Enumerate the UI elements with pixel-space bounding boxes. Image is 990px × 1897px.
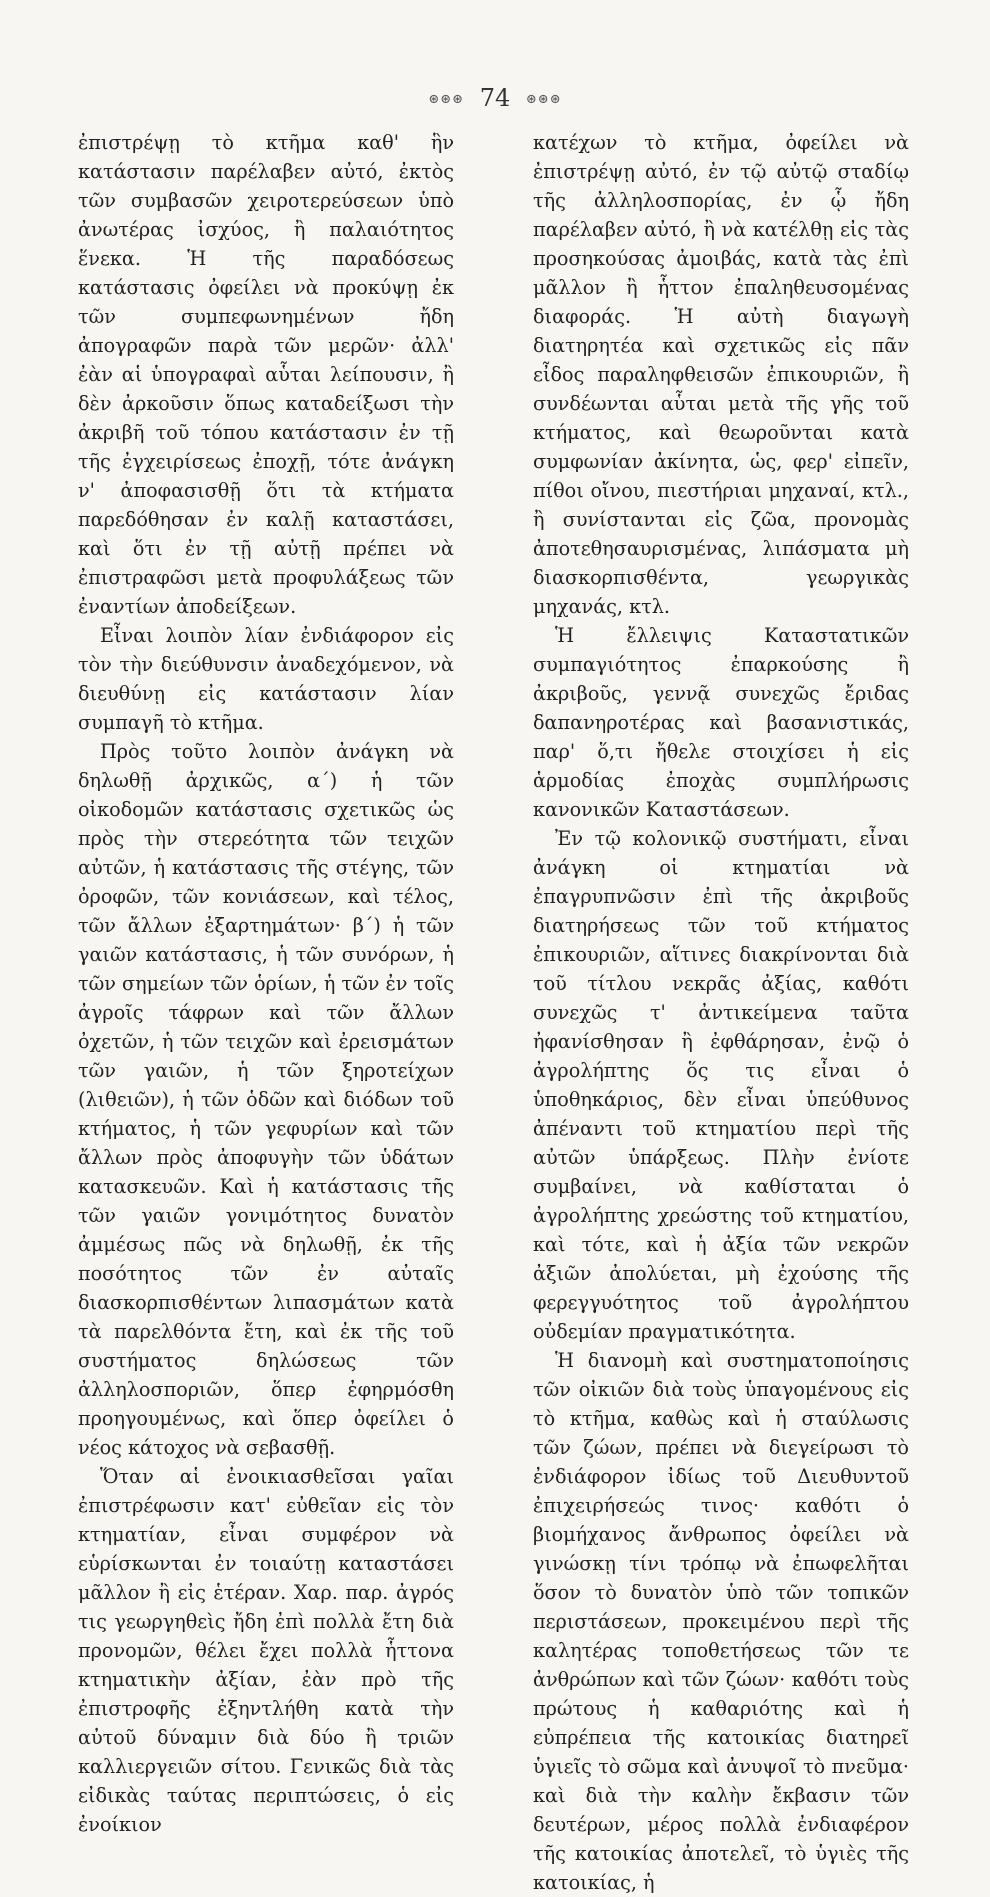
paragraph: ἐπιστρέψῃ τὸ κτῆμα καθ' ἣν κατάστασιν παρέλαβεν αὐτό, ἐκτὸς τῶν συμβασῶν χειροτερεύσεων ὑπὸ ἀνωτέρας ἰσχύος, ἢ παλαιότητος ἕνεκα. Ἡ τῆς παραδόσεως κατάστασις ὀφείλει νὰ προκύψῃ ἐκ τῶν συμπεφωνημένων ἤδη ἀπογραφῶν παρὰ τῶν μερῶν· ἀλλ' ἐὰν αἱ ὑπογραφαὶ αὗται λείπουσιν, ἢ δὲν ἀρκοῦσιν ὅπως καταδείξωσι τὴν ἀκριβῆ τοῦ τόπου κατάστασιν ἐν τῇ τῆς ἐγχειρίσεως ἐποχῇ, τότε ἀνάγκη ν' ἀποφασισθῇ ὅτι τὰ κτήματα παρεδόθησαν ἐν καλῇ καταστάσει, καὶ ὅτι ἐν τῇ αὐτῇ πρέπει νὰ ἐπιστραφῶσι μετὰ προφυλάξεως τῶν ἐναντίων ἀποδείξεων. [78,131,454,618]
paragraph: Εἶναι λοιπὸν λίαν ἐνδιάφορον εἰς τὸν τὴν διεύθυνσιν ἀναδεχόμενον, νὰ διευθύνῃ εἰς κατάστασιν λίαν συμπαγῆ τὸ κτῆμα. [78,624,454,734]
page-number: 74 [479,84,511,112]
paragraph: Ἡ ἔλλειψις Καταστατικῶν συμπαγιότητος ἐπαρκούσης ἢ ἀκριβοῦς, γεννᾷ συνεχῶς ἔριδας δαπανηροτέρας καὶ βασανιστικάς, παρ' ὅ,τι ἤθελε στοιχίσει ἡ εἰς ἁρμοδίας ἐποχὰς συμπλήρωσις κανονικῶν Καταστάσεων. [533,624,909,821]
ornament-right-icon: ⊛⊛⊛ [525,92,562,107]
ornament-left-icon: ⊛⊛⊛ [428,92,465,107]
right-column [533,128,909,1897]
page-header [0,84,990,112]
paragraph: Πρὸς τοῦτο λοιπὸν ἀνάγκη νὰ δηλωθῇ ἀρχικῶς, α΄) ἡ τῶν οἰκοδομῶν κατάστασις σχετικῶς ὡς πρὸς τὴν στερεότητα τῶν τειχῶν αὐτῶν, ἡ κατάστασις τῆς στέγης, τῶν ὀροφῶν, τῶν κονιάσεων, καὶ τέλος, τῶν ἄλλων ἐξαρτημάτων· β΄) ἡ τῶν γαιῶν κατάστασις, ἡ τῶν συνόρων, ἡ τῶν σημείων τῶν ὁρίων, ἡ τῶν ἐν τοῖς ἀγροῖς τάφρων καὶ τῶν ἄλλων ὀχετῶν, ἡ τῶν τειχῶν καὶ ἐρεισμάτων τῶν γαιῶν, ἡ τῶν ξηροτείχων (λιθειῶν), ἡ τῶν ὁδῶν καὶ διόδων τοῦ κτήματος, ἡ τῶν γεφυρίων καὶ τῶν ἄλλων πρὸς ἀποφυγὴν τῶν ὑδάτων κατασκευῶν. Καὶ ἡ κατάστασις τῆς τῶν γαιῶν γονιμότητος δυνατὸν ἀμμέσως πῶς νὰ δηλωθῇ, ἐκ τῆς ποσότητος τῶν ἐν αὐταῖς διασκορπισθέντων λιπασμάτων κατὰ τὰ παρελθόντα ἔτη, καὶ ἐκ τῆς τοῦ συστήματος δηλώσεως τῶν ἀλληλοσποριῶν, ὅπερ ἐφηρμόσθη προηγουμένως, καὶ ὅπερ ὀφείλει ὁ νέος κάτοχος νὰ σεβασθῇ. [78,740,454,1459]
paragraph: κατέχων τὸ κτῆμα, ὀφείλει νὰ ἐπιστρέψῃ αὐτό, ἐν τῷ αὐτῷ σταδίῳ τῆς ἀλληλοσπορίας, ἐν ᾧ ἤδη παρέλαβεν αὐτό, ἢ νὰ κατέλθῃ εἰς τὰς προσηκούσας ἀμοιβάς, κατὰ τὰς ἐπὶ μᾶλλον ἢ ἧττον ἐπαληθευσομένας διαφοράς. Ἡ αὐτὴ διαγωγὴ διατηρητέα καὶ σχετικῶς εἰς πᾶν εἶδος παραληφθεισῶν ἐπικουριῶν, ἢ συνδέωνται αὗται μετὰ τῆς γῆς τοῦ κτήματος, καὶ θεωροῦνται κατὰ συμφωνίαν ἀκίνητα, ὡς, φερ' εἰπεῖν, πίθοι οἴνου, πιεστήριαι μηχαναί, κτλ., ἢ συνίστανται εἰς ζῶα, προνομὰς ἀποτεθησαυρισμένας, λιπάσματα μὴ διασκορπισθέντα, γεωργικὰς μηχανάς, κτλ. [533,131,909,618]
left-column [78,128,454,1839]
paragraph: Ὅταν αἱ ἐνοικιασθεῖσαι γαῖαι ἐπιστρέφωσιν κατ' εὐθεῖαν εἰς τὸν κτηματίαν, εἶναι συμφέρον νὰ εὑρίσκωνται ἐν τοιαύτῃ καταστάσει μᾶλλον ἢ εἰς ἑτέραν. Χαρ. παρ. ἀγρός τις γεωργηθεὶς ἤδη ἐπὶ πολλὰ ἔτη διὰ προνομῶν, θέλει ἔχει πολλὰ ἧττονα κτηματικὴν ἀξίαν, ἐὰν πρὸ τῆς ἐπιστροφῆς ἐξηντλήθη κατὰ τὴν αὐτοῦ δύναμιν διὰ δύο ἢ τριῶν καλλιεργειῶν σίτου. Γενικῶς διὰ τὰς εἰδικὰς ταύτας περιπτώσεις, ὁ εἰς ἐνοίκιον [78,1465,454,1836]
paragraph: Ἡ διανομὴ καὶ συστηματοποίησις τῶν οἰκιῶν διὰ τοὺς ὑπαγομένους εἰς τὸ κτῆμα, καθὼς καὶ ἡ σταύλωσις τῶν ζώων, πρέπει νὰ διεγείρωσι τὸ ἐνδιάφορον ἰδίως τοῦ Διευθυντοῦ ἐπιχειρήσεώς τινος· καθότι ὁ βιομήχανος ἄνθρωπος ὀφείλει νὰ γινώσκῃ τίνι τρόπῳ νὰ ἐπωφελῆται ὅσον τὸ δυνατὸν ὑπὸ τῶν τοπικῶν περιστάσεων, προκειμένου περὶ τῆς καλητέρας τοποθετήσεως τῶν τε ἀνθρώπων καὶ τῶν ζώων· καθότι τοὺς πρώτους ἡ καθαριότης καὶ ἡ εὐπρέπεια τῆς κατοικίας διατηρεῖ ὑγιεῖς τὸ σῶμα καὶ ἀνυψοῖ τὸ πνεῦμα· καὶ διὰ τὴν καλὴν ἔκβασιν τῶν δευτέρων, μέρος πολλὰ ἐνδιαφέρον τῆς κατοικίας ἀποτελεῖ, τὸ ὑγιὲς τῆς κατοικίας, ἡ [533,1349,909,1894]
paragraph: Ἐν τῷ κολονικῷ συστήματι, εἶναι ἀνάγκη οἱ κτηματίαι νὰ ἐπαγρυπνῶσιν ἐπὶ τῆς ἀκριβοῦς διατηρήσεως τῶν τοῦ κτήματος ἐπικουριῶν, αἵτινες διακρίνονται διὰ τοῦ τίτλου νεκρᾶς ἀξίας, καθότι συνεχῶς τ' ἀντικείμενα ταῦτα ἠφανίσθησαν ἢ ἐφθάρησαν, ἐνῷ ὁ ἀγρολήπτης ὅς τις εἶναι ὁ ὑποθηκάριος, δὲν εἶναι ὑπεύθυνος ἀπέναντι τοῦ κτηματίου περὶ τῆς αὐτῶν ὑπάρξεως. Πλὴν ἐνίοτε συμβαίνει, νὰ καθίσταται ὁ ἀγρολήπτης χρεώστης τοῦ κτηματίου, καὶ τότε, καὶ ἡ ἀξία τῶν νεκρῶν ἀξιῶν ἀπολύεται, μὴ ἐχούσης τῆς φερεγγυότητος τοῦ ἀγρολήπτου οὐδεμίαν πραγματικότητα. [533,827,909,1343]
